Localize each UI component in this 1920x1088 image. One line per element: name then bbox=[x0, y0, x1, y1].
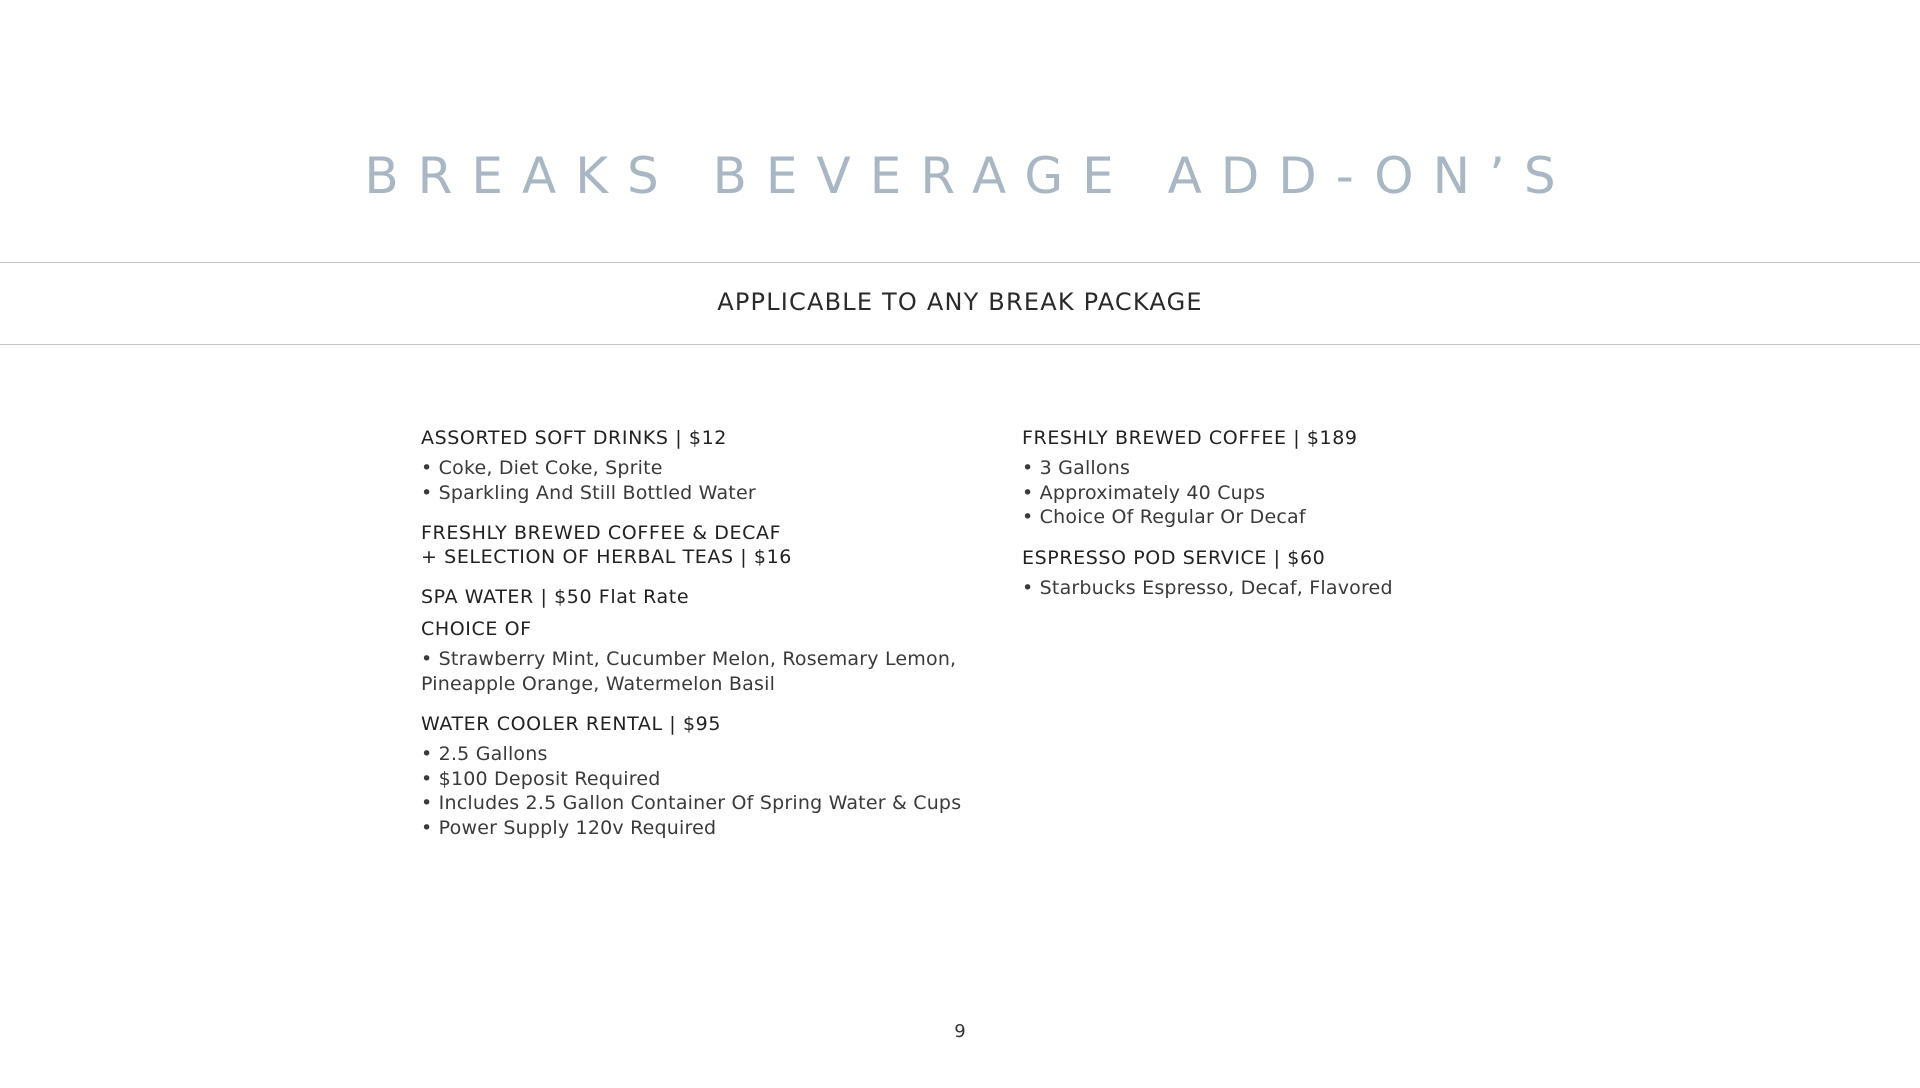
list-item: • Includes 2.5 Gallon Container Of Spring Water & Cups bbox=[421, 791, 981, 816]
page-number: 9 bbox=[954, 1021, 966, 1042]
bottom-divider bbox=[0, 344, 1920, 345]
coffee-decaf-section bbox=[421, 521, 981, 569]
left-column bbox=[421, 426, 981, 840]
coffee-decaf-heading-line1: FRESHLY BREWED COFFEE & DECAF bbox=[421, 522, 782, 544]
top-divider bbox=[0, 262, 1920, 263]
spa-water-heading: SPA WATER | $50 Flat Rate bbox=[421, 586, 690, 608]
page-subtitle: APPLICABLE TO ANY BREAK PACKAGE bbox=[717, 288, 1203, 316]
water-cooler-list bbox=[421, 742, 981, 840]
list-item: • $100 Deposit Required bbox=[421, 767, 981, 792]
coffee-decaf-heading-line2: + SELECTION OF HERBAL TEAS | $16 bbox=[421, 546, 792, 568]
soft-drinks-list bbox=[421, 456, 981, 505]
water-cooler-heading: WATER COOLER RENTAL | $95 bbox=[421, 713, 722, 735]
spa-water-subheading: CHOICE OF bbox=[421, 618, 532, 640]
right-column bbox=[1022, 426, 1582, 600]
list-item: • Starbucks Espresso, Decaf, Flavored bbox=[1022, 576, 1582, 601]
list-item: • Strawberry Mint, Cucumber Melon, Rosemary Lemon, Pineapple Orange, Watermelon Basil bbox=[421, 647, 981, 696]
water-cooler-section bbox=[421, 712, 981, 840]
espresso-section bbox=[1022, 546, 1582, 601]
espresso-heading: ESPRESSO POD SERVICE | $60 bbox=[1022, 546, 1326, 569]
espresso-list bbox=[1022, 576, 1582, 601]
list-item: • Power Supply 120v Required bbox=[421, 816, 981, 841]
list-item: • Coke, Diet Coke, Sprite bbox=[421, 456, 981, 481]
spa-water-section bbox=[421, 585, 981, 696]
coffee-section bbox=[1022, 426, 1582, 530]
list-item: • 3 Gallons bbox=[1022, 456, 1582, 481]
spa-water-list bbox=[421, 647, 981, 696]
page-title: BREAKS BEVERAGE ADD-ON’S bbox=[364, 147, 1575, 205]
list-item: • Approximately 40 Cups bbox=[1022, 481, 1582, 506]
list-item: • 2.5 Gallons bbox=[421, 742, 981, 767]
soft-drinks-section bbox=[421, 426, 981, 505]
soft-drinks-heading: ASSORTED SOFT DRINKS | $12 bbox=[421, 427, 727, 449]
coffee-list bbox=[1022, 456, 1582, 530]
list-item: • Choice Of Regular Or Decaf bbox=[1022, 505, 1582, 530]
coffee-heading: FRESHLY BREWED COFFEE | $189 bbox=[1022, 427, 1358, 449]
list-item: • Sparkling And Still Bottled Water bbox=[421, 481, 981, 506]
